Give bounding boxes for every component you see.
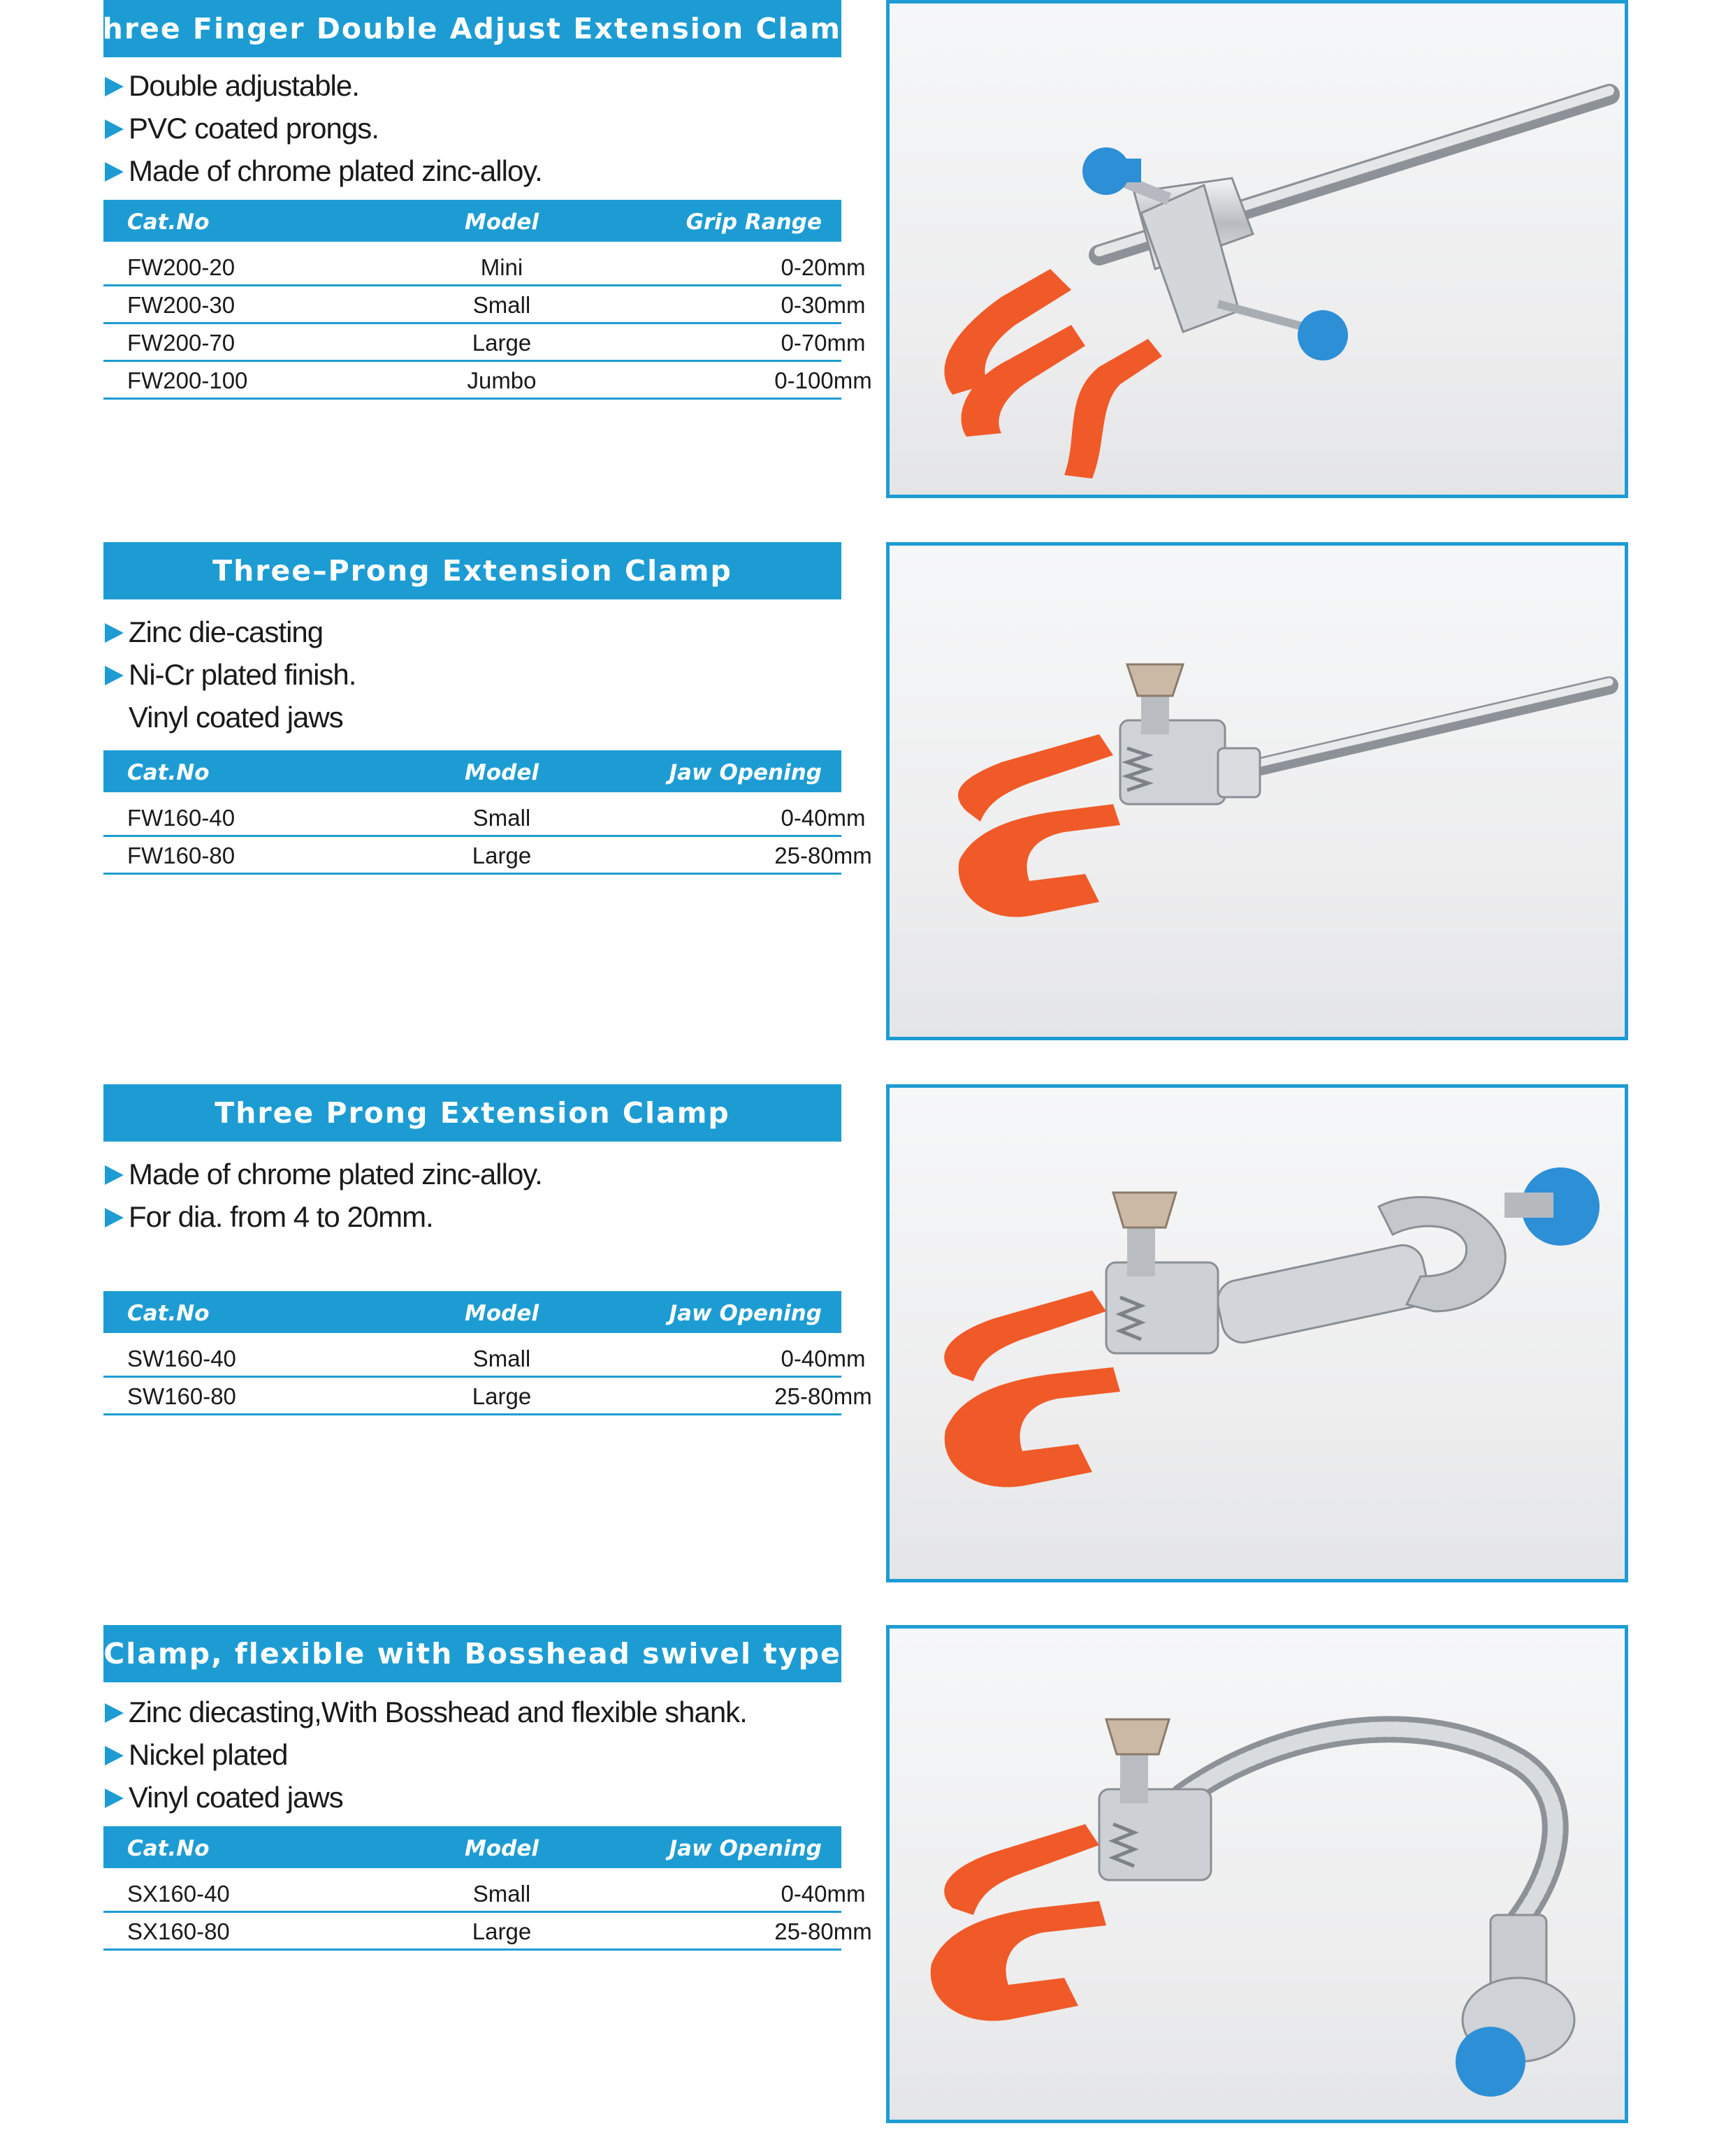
cell-model: Large — [472, 843, 532, 868]
cell-range: 0-70mm — [781, 330, 866, 356]
table-header — [103, 750, 841, 792]
column-header-jaw-opening: Jaw Opening — [669, 1836, 822, 1861]
cell-range: 0-30mm — [781, 292, 866, 318]
table-row — [103, 324, 866, 362]
cell-cat-no: FW160-40 — [127, 805, 235, 831]
three-finger-clamp-illustration — [890, 3, 1625, 495]
feature-item: Nickel plated — [103, 1733, 844, 1776]
table-row — [103, 1340, 866, 1378]
cell-range: 0-40mm — [781, 1881, 866, 1907]
cell-range: 0-40mm — [781, 1346, 866, 1371]
feature-list — [103, 1153, 844, 1238]
table-row — [103, 1913, 872, 1951]
feature-item: PVC coated prongs. — [103, 107, 844, 150]
cell-cat-no: SX160-80 — [127, 1918, 230, 1944]
cell-cat-no: FW200-100 — [127, 367, 248, 393]
cell-cat-no: SW160-80 — [127, 1383, 236, 1409]
cell-model: Jumbo — [467, 367, 537, 393]
feature-list — [103, 64, 844, 192]
product-photo — [886, 1625, 1628, 2123]
product-section-flexible-bosshead-clamp — [0, 1625, 1733, 2156]
table-row — [103, 799, 866, 837]
column-header-cat-no: Cat.No — [127, 760, 210, 785]
feature-list — [103, 611, 844, 738]
feature-list — [103, 1691, 844, 1819]
section-title: Clamp, flexible with Bosshead swivel type — [103, 1625, 841, 1682]
column-header-model: Model — [465, 760, 539, 785]
cell-model: Small — [472, 1881, 531, 1907]
cell-cat-no: FW160-80 — [127, 843, 235, 868]
cell-cat-no: FW200-20 — [127, 254, 235, 280]
spec-table — [103, 750, 872, 875]
cell-model: Large — [472, 1383, 532, 1409]
table-row — [103, 249, 866, 286]
feature-item: Made of chrome plated zinc-alloy. — [103, 1153, 844, 1195]
feature-item: Ni-Cr plated finish. — [103, 653, 844, 696]
product-section-three-finger-double-adjust — [0, 0, 1733, 531]
product-section-three-prong-extension-clamp-sw — [0, 1084, 1733, 1615]
cell-cat-no: FW200-30 — [127, 292, 235, 318]
column-header-cat-no: Cat.No — [127, 1836, 210, 1861]
table-row — [103, 837, 872, 875]
table-row — [103, 1378, 872, 1415]
column-header-cat-no: Cat.No — [127, 210, 210, 235]
feature-item: Vinyl coated jaws — [103, 1776, 844, 1819]
column-header-model: Model — [465, 1836, 539, 1861]
column-header-jaw-opening: Jaw Opening — [669, 760, 822, 785]
cell-model: Small — [472, 1346, 531, 1371]
cell-cat-no: SW160-40 — [127, 1346, 236, 1371]
product-photo — [886, 0, 1628, 498]
cell-model: Small — [472, 292, 531, 318]
feature-item: Double adjustable. — [103, 64, 844, 107]
feature-item: Vinyl coated jaws — [129, 701, 343, 734]
column-header-jaw-opening: Jaw Opening — [669, 1301, 822, 1326]
cell-cat-no: FW200-70 — [127, 330, 235, 356]
table-header — [103, 200, 841, 242]
column-header-cat-no: Cat.No — [127, 1301, 210, 1326]
flexible-bosshead-clamp-illustration — [890, 1629, 1625, 2120]
column-header-grip-range: Grip Range — [686, 210, 822, 235]
spec-table — [103, 1826, 872, 1951]
table-header — [103, 1291, 841, 1333]
cell-range: 0-40mm — [781, 805, 866, 831]
feature-item: For dia. from 4 to 20mm. — [103, 1195, 844, 1238]
cell-cat-no: SX160-40 — [127, 1881, 230, 1907]
section-title: Three Prong Extension Clamp — [103, 1084, 841, 1142]
cell-range: 0-20mm — [781, 254, 866, 280]
table-row — [103, 286, 866, 324]
spec-table — [103, 200, 872, 400]
section-title: Three Finger Double Adjust Extension Clamp — [103, 0, 841, 57]
product-section-three-prong-extension-clamp — [0, 542, 1733, 1073]
product-photo — [886, 1084, 1628, 1582]
spec-table — [103, 1291, 872, 1415]
three-prong-clamp-bosshead-illustration — [890, 1088, 1625, 1579]
cell-range: 25-80mm — [774, 1918, 872, 1944]
feature-item: Zinc die-casting — [103, 611, 844, 653]
table-row — [103, 1875, 866, 1913]
column-header-model: Model — [465, 1301, 539, 1326]
feature-item: Zinc diecasting,With Bosshead and flexible shank. — [103, 1691, 844, 1733]
feature-item: Made of chrome plated zinc-alloy. — [103, 150, 844, 192]
cell-range: 0-100mm — [774, 367, 872, 393]
cell-range: 25-80mm — [774, 1383, 872, 1409]
cell-model: Small — [472, 805, 531, 831]
cell-model: Large — [472, 1918, 532, 1944]
table-header — [103, 1826, 841, 1868]
section-title: Three–Prong Extension Clamp — [103, 542, 841, 599]
column-header-model: Model — [465, 210, 539, 235]
cell-model: Large — [472, 330, 532, 356]
three-prong-clamp-illustration — [890, 546, 1625, 1037]
cell-model: Mini — [480, 254, 523, 280]
product-photo — [886, 542, 1628, 1040]
cell-range: 25-80mm — [774, 843, 872, 868]
table-row — [103, 362, 872, 400]
